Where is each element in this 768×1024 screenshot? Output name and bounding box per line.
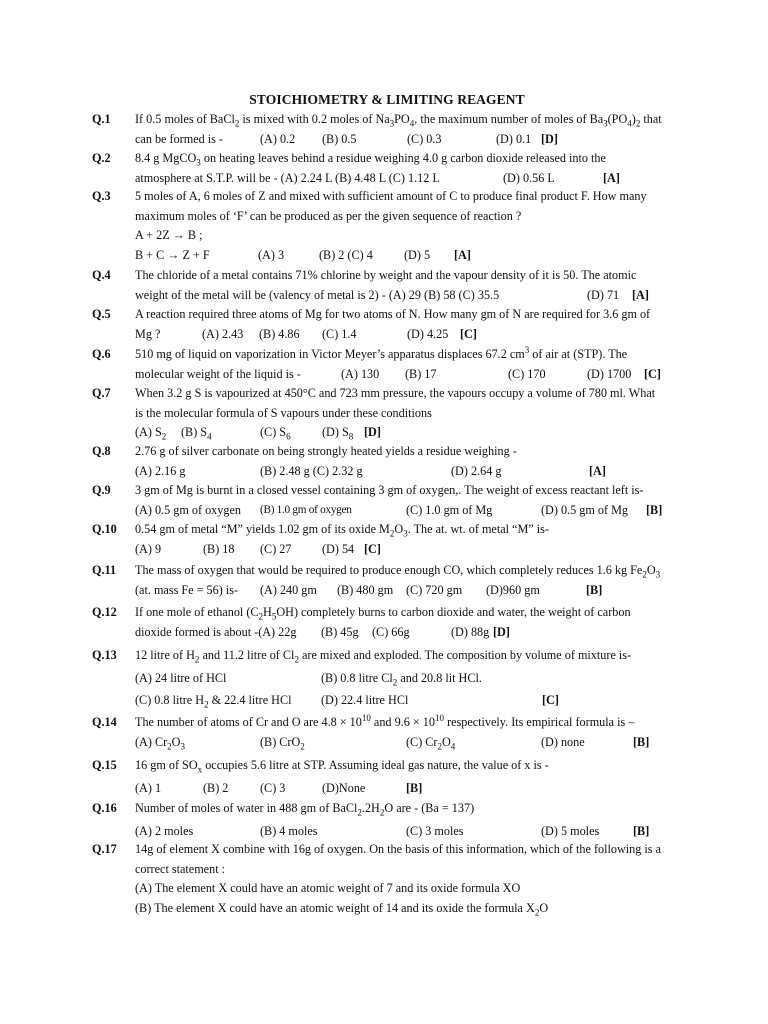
option-b-c: (B) 2 (C) 4 [319, 247, 373, 262]
answer-key: [C] [460, 326, 477, 341]
options-row-2 [135, 691, 686, 711]
question-number: Q.14 [92, 715, 117, 729]
question-number: Q.9 [92, 483, 111, 497]
question-text: The chloride of a metal contains 71% chlorine by weight and the vapour density of it is 50. The atomic [135, 268, 637, 282]
question-text: The number of atoms of Cr and O are $4.8 \times 10^{10}$ and $9.6 \times 10^{10}$ respectively. Its empirical formula is – [135, 712, 635, 729]
option-a: (A) 2.43 [202, 326, 244, 341]
question-1 [92, 110, 686, 149]
option-a: (A) 0.2 [260, 131, 296, 146]
option-a: (A) $Cr_2O_3$ [135, 734, 185, 751]
option-b: (B) $S_4$ [181, 425, 212, 442]
option-c: (C) 3 moles [406, 823, 464, 838]
question-number: Q.1 [92, 112, 111, 126]
question-7 [92, 384, 686, 443]
question-number: Q.15 [92, 758, 117, 772]
answer-key: [A] [454, 247, 471, 262]
answer-key: [C] [364, 541, 381, 556]
question-14 [92, 713, 686, 752]
page-title: STOICHIOMETRY & LIMITING REAGENT [249, 92, 525, 107]
question-number: Q.10 [92, 522, 117, 536]
option-b: (B) CrO$_2$ [260, 734, 305, 751]
option-d: (D)960 gm [486, 582, 540, 597]
option-c: (C) 1.0 gm of Mg [406, 502, 493, 517]
question-number: Q.11 [92, 563, 117, 577]
question-number: Q.13 [92, 648, 117, 662]
answer-key: [D] [541, 131, 558, 146]
option-c: (C) 720 gm [406, 582, 463, 597]
question-13 [92, 646, 686, 711]
option-c: (C) 3 [260, 780, 286, 795]
options-row: (at. mass Fe = 56) is- (A) 240 gm (B) 480 gm (C) 720 gm (D)960 gm [B] [135, 581, 686, 601]
options-row [135, 822, 686, 842]
options-row [135, 246, 686, 266]
question-text: 12 litre of $H_2$ and 11.2 litre of $Cl_2$ are mixed and exploded. The composition by volume of mixture is- [135, 648, 632, 665]
option-a: (A) 130 [341, 366, 380, 381]
question-number: Q.8 [92, 444, 111, 458]
options-row: molecular weight of the liquid is - (A) 130 (B) 17 (C) 170 (D) 1700 [C] [135, 365, 686, 385]
option-c: (C) 0.3 [407, 131, 442, 146]
question-text: If 0.5 moles of BaCl$_2$ is mixed with 0.2 moles of $Na_3PO_4$, the maximum number of moles of $Ba_3(PO_4)_2$ that [135, 112, 662, 129]
option-b: (B) 45g [321, 624, 359, 639]
option-a: (A) 2.16 g [135, 463, 186, 478]
options-row [135, 423, 686, 443]
question-number: Q.3 [92, 189, 111, 203]
answer-key: [A] [603, 170, 620, 185]
question-15 [92, 756, 686, 798]
option-c: (C) $S_6$ [260, 425, 291, 442]
option-d: (D) $S_8$ [322, 425, 354, 442]
question-11 [92, 561, 686, 600]
option-d: (D) 2.64 g [451, 463, 502, 478]
question-text: A reaction required three atoms of Mg for two atoms of N. How many gm of N are required for 3.6 gm of [135, 307, 651, 321]
question-text: 510 mg of liquid on vaporization in Victor Meyer’s apparatus displaces 67.2 $cm^3$ of air at (STP). The [135, 344, 628, 361]
question-number: Q.6 [92, 347, 111, 361]
question-text: Number of moles of water in 488 gm of $BaCl_2.2H_2O$ are - (Ba = 137) [135, 801, 475, 818]
option-b-c: (B) 2.48 g (C) 2.32 g [260, 463, 363, 478]
option-b: (B) 17 [405, 366, 437, 381]
option-d: (D) 22.4 litre HCl [321, 693, 409, 707]
question-number: Q.2 [92, 151, 111, 165]
option-a: (A) $S_2$ [135, 425, 167, 442]
answer-key: [B] [633, 734, 650, 749]
question-text: 5 moles of A, 6 moles of Z and mixed with sufficient amount of C to produce final product F. How many [135, 189, 647, 203]
answer-key: [B] [646, 502, 663, 517]
option-b: (B) 0.8 litre $Cl_2$ and 20.8 lit HCl. [321, 670, 482, 687]
option-d: (D) 0.1 [496, 131, 532, 146]
answer-key: [D] [493, 624, 510, 639]
option-a: (A) 9 [135, 541, 162, 556]
question-4 [92, 266, 686, 305]
options-row: weight of the metal will be (valency of metal is 2) - (A) 29 (B) 58 (C) 35.5 (D) 71 [A] [135, 286, 686, 306]
option-b: (B) 4.86 [259, 326, 300, 341]
options-row-1 [135, 669, 686, 689]
option-d: (D) 0.5 gm of Mg [541, 502, 628, 517]
answer-key: [A] [632, 287, 649, 302]
option-c: (C) 0.8 litre $H_2$ & 22.4 litre HCl [135, 693, 292, 710]
question-number: Q.12 [92, 605, 117, 619]
option-b: (B) The element X could have an atomic weight of 14 and its oxide the formula $X_2O$ [135, 900, 549, 917]
question-16 [92, 799, 686, 841]
question-number: Q.4 [92, 268, 111, 282]
options-row: atmosphere at S.T.P. will be - (A) 2.24 L (B) 4.48 L (C) 1.12 L (D) 0.56 L [A] [135, 169, 686, 189]
reaction-2: B + C → Z + F [135, 247, 210, 262]
options-row [135, 733, 686, 753]
option-a: (A) 0.5 gm of oxygen [135, 502, 241, 517]
answer-key: [B] [406, 780, 423, 795]
answer-key: [C] [542, 693, 559, 707]
options-row [135, 540, 686, 560]
option-a: (A) The element X could have an atomic weight of 7 and its oxide formula XO [135, 881, 521, 895]
question-8 [92, 442, 686, 481]
question-2 [92, 149, 686, 188]
option-c: (C) 1.4 [322, 326, 357, 341]
question-number: Q.5 [92, 307, 111, 321]
question-number: Q.17 [92, 842, 117, 856]
option-d: (D) 5 moles [541, 823, 600, 838]
reaction-1: A + 2Z → B ; [135, 228, 203, 242]
option-b: (B) 18 [203, 541, 235, 556]
option-c: (C) $Cr_2O_4$ [406, 734, 456, 751]
options-row [135, 501, 686, 521]
option-d: (D)None [322, 780, 366, 795]
option-d: (D) 1700 [587, 366, 632, 381]
answer-key: [A] [589, 463, 606, 478]
question-10 [92, 520, 686, 559]
option-d: (D) 5 [404, 247, 431, 262]
question-text: If one mole of ethanol $(C_2H_5OH)$ completely burns to carbon dioxide and water, the weight of carbon [135, 605, 631, 622]
option-a: (A) 1 [135, 780, 162, 795]
options-row: Mg ? (A) 2.43 (B) 4.86 (C) 1.4 (D) 4.25 [C] [135, 325, 686, 345]
question-12 [92, 603, 686, 642]
question-text: The mass of oxygen that would be required to produce enough CO, which completely reduces 1.6 kg $Fe_2O_3$ [135, 563, 661, 580]
option-d: (D) 54 [322, 541, 355, 556]
question-text: 14g of element X combine with 16g of oxygen. On the basis of this information, which of the following is a [135, 842, 662, 856]
option-d: (D) 88g [451, 624, 490, 639]
question-text-line-2: correct statement : [135, 861, 226, 876]
question-9 [92, 481, 686, 520]
option-b: (B) 1.0 gm of oxygen [260, 503, 352, 516]
option-a: (A) 240 gm [260, 582, 317, 597]
option-a: (A) 2 moles [135, 823, 194, 838]
option-a: (A) 3 [258, 247, 285, 262]
question-text: 3 gm of Mg is burnt in a closed vessel containing 3 gm of oxygen,. The weight of excess reactant left is- [135, 483, 644, 497]
question-number: Q.7 [92, 386, 111, 400]
option-d: (D) 4.25 [407, 326, 449, 341]
question-text: 8.4 g MgCO$_3$ on heating leaves behind a residue weighing 4.0 g carbon dioxide released into the [135, 151, 606, 168]
options-row [135, 462, 686, 482]
option-c: (C) 170 [508, 366, 546, 381]
question-text: 2.76 g of silver carbonate on being strongly heated yields a residue weighing - [135, 444, 517, 458]
question-5 [92, 305, 686, 344]
option-d: (D) none [541, 734, 585, 749]
question-text: When 3.2 g S is vapourized at 450°C and 723 mm pressure, the vapours occupy a volume of 780 ml. What [135, 386, 656, 400]
option-b: (B) 4 moles [260, 823, 318, 838]
options-row: dioxide formed is about -(A) 22g (B) 45g (C) 66g (D) 88g [D] [135, 623, 686, 643]
question-17 [92, 840, 686, 918]
option-b: (B) 480 gm [337, 582, 394, 597]
option-c: (C) 66g [372, 624, 410, 639]
answer-key: [B] [633, 823, 650, 838]
option-b: (B) 2 [203, 780, 229, 795]
option-d: (D) 0.56 L [503, 170, 555, 185]
answer-key: [D] [364, 425, 381, 439]
option-c: (C) 27 [260, 541, 292, 556]
answer-key: [C] [644, 366, 661, 381]
question-text: 0.54 gm of metal “M” yields 1.02 gm of its oxide $M_2O_3$. The at. wt. of metal “M” is- [135, 522, 549, 539]
question-text: 16 gm of $SO_x$ occupies 5.6 litre at STP. Assuming ideal gas nature, the value of x is - [135, 758, 549, 775]
answer-key: [B] [586, 582, 603, 597]
question-text-line-2: maximum moles of ‘F’ can be produced as per the given sequence of reaction ? [135, 208, 522, 223]
question-3 [92, 187, 686, 265]
question-text-line-2: is the molecular formula of S vapours under these conditions [135, 405, 432, 420]
option-a: (A) 24 litre of HCl [135, 670, 227, 685]
option-b: (B) 0.5 [322, 131, 357, 146]
question-6 [92, 345, 686, 384]
options-row [135, 779, 686, 799]
option-d: (D) 71 [587, 287, 620, 302]
options-row: can be formed is - (A) 0.2 (B) 0.5 (C) 0.3 (D) 0.1 [D] [135, 130, 686, 150]
question-number: Q.16 [92, 801, 117, 815]
